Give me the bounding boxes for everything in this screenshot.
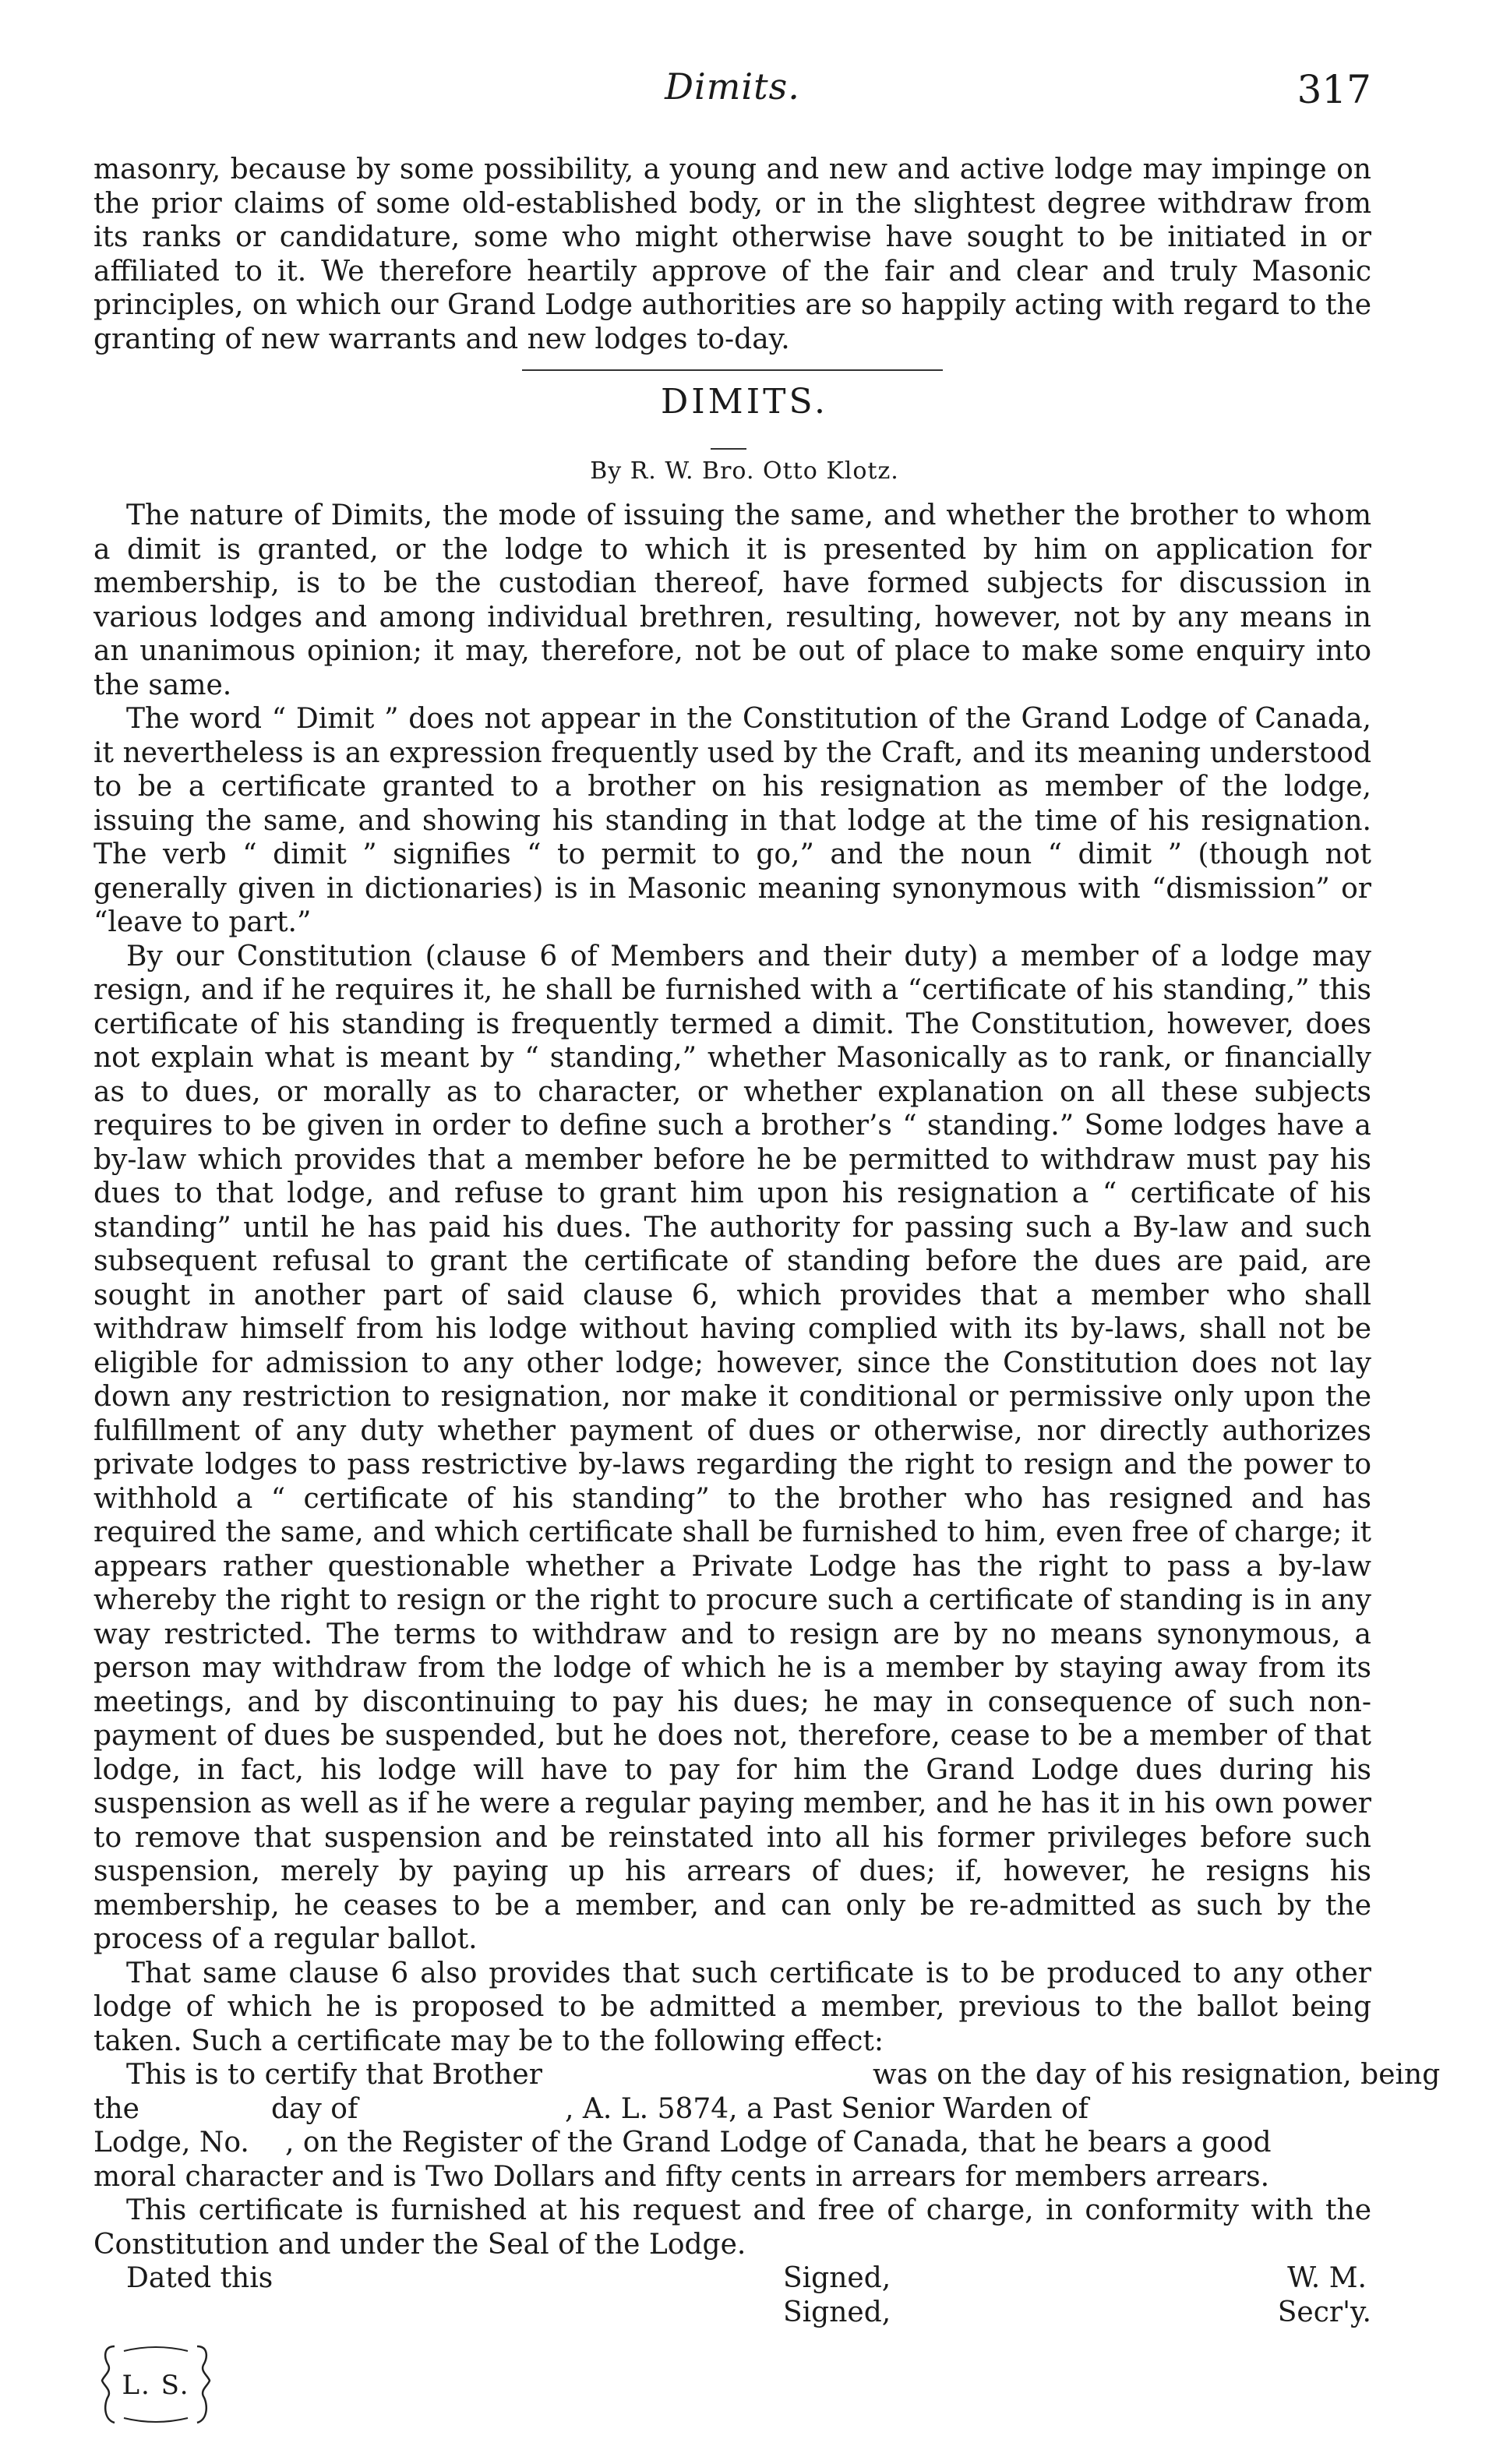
signature-row-2 — [94, 2296, 1371, 2330]
running-head — [94, 65, 1371, 120]
title-underline — [711, 448, 746, 450]
signature-row-1 — [94, 2261, 1371, 2296]
signed-label: Signed, — [783, 2262, 891, 2294]
paragraph: That same clause 6 also provides that such certificate is to be produced to any other lodge of which he is proposed to be admitted a member, previous to the ballot being taken. Such a certificate may be to the following effect: — [94, 1957, 1371, 2057]
article-body — [94, 499, 1441, 2329]
form-text: , A. L. 5874, a Past Senior Warden of — [565, 2092, 1089, 2125]
form-text: moral character and is Two Dollars and fifty cents in arrears for members arrears. — [94, 2160, 1270, 2193]
paragraph: The word “ Dimit ” does not appear in the Constitution of the Grand Lodge of Canada, it nevertheless is an expression frequently used by the Craft, and its meaning understood to be a certificate granted to a brother on his resignation as member of the lodge, issuing the same, and showing his standing in that lodge at the time of his resignation. The verb “ dimit ” signifies “ to permit to go,” and the noun “ dimit ” (though not generally given in dictionaries) is in Masonic meaning synonymous with “dismission” or “leave to part.” — [94, 703, 1371, 938]
form-text: day of — [271, 2092, 358, 2125]
certificate-form-line-3 — [94, 2126, 1371, 2160]
certificate-form-line-1 — [94, 2058, 1441, 2092]
running-title: Dimits. — [665, 65, 800, 108]
intro-paragraph: masonry, because by some possibility, a young and new and active lodge may impinge on the prior claims of some old-established body, or in the slightest degree withdraw from its ranks or candidature, some who might otherwise have sought to be initiated in or affiliated to it. We therefore heartily approve of the fair and clear and truly Masonic principles, on which our Grand Lodge authorities are so happily acting with regard to the granting of new warrants and new lodges to-day. — [94, 154, 1371, 355]
form-text: This is to certify that Brother — [126, 2059, 542, 2091]
form-text: the — [94, 2092, 139, 2125]
lodge-seal — [97, 2342, 214, 2429]
intro-paragraph-block — [94, 153, 1371, 356]
paragraph: The nature of Dimits, the mode of issuing the same, and whether the brother to whom a dimit is granted, or the lodge to which it is presented by him on application for membership, is to be the custodian thereof, have formed subjects for discussion in various lodges and among individual brethren, resulting, however, not by any means in an unanimous opinion; it may, therefore, not be out of place to make some enquiry into the same. — [94, 500, 1371, 701]
article-byline: By R. W. Bro. Otto Klotz. — [590, 457, 899, 485]
seal-label: L. S. — [122, 2370, 190, 2401]
signed-label: Signed, — [783, 2296, 891, 2328]
form-text: Lodge, No. — [94, 2127, 249, 2159]
signer-title: Secr'y. — [1277, 2296, 1371, 2328]
certificate-form-line-2 — [94, 2092, 1371, 2127]
article-title: DIMITS. — [661, 382, 828, 422]
certificate-form-line-4 — [94, 2160, 1371, 2194]
form-text: was on the day of his resignation, being — [873, 2059, 1441, 2091]
page-number: 317 — [1297, 67, 1371, 112]
paragraph: By our Constitution (clause 6 of Members and their duty) a member of a lodge may resign, and if he requires it, he shall be furnished with a “certificate of his standing,” this certificate of his standing is frequently termed a dimit. The Constitution, however, does not explain what is meant by “ standing,” whether Masonically as to rank, or financially as to dues, or morally as to character, or whether explanation on all these subjects requires to be given in order to define such a brother’s “ standing.” Some lodges have a by-law which provides that a member before he be permitted to withdraw must pay his dues to that lodge, and refuse to grant him upon his resignation a “ certificate of his standing” until he has paid his dues. The authority for passing such a By-law and such subsequent refusal to grant the certificate of standing before the dues are paid, are sought in another part of said clause 6, which provides that a member who shall withdraw himself from his lodge without having complied with its by-laws, shall not be eligible for admission to any other lodge; however, since the Constitution does not lay down any restriction to resignation, nor make it conditional or permissive only upon the fulfillment of any duty whether payment of dues or otherwise, nor directly authorizes private lodges to pass restrictive by-laws regarding the right to resign and the power to withhold a “ certificate of his standing” to the brother who has resigned and has required the same, and which certificate shall be furnished to him, even free of charge; it appears rather questionable whether a Private Lodge has the right to pass a by-law whereby the right to resign or the right to procure such a certificate of standing is in any way restricted. The terms to withdraw and to resign are by no means synonymous, a person may withdraw from the lodge of which he is a member by staying away from its meetings, and by discontinuing to pay his dues; he may in consequence of such non-payment of dues be suspended, but he does not, therefore, cease to be a member of that lodge, in fact, his lodge will have to pay for him the Grand Lodge dues during his suspension as well as if he were a regular paying member, and he has it in his own power to remove that suspension and be reinstated into all his former privileges before such suspension, merely by paying up his arrears of dues; if, however, he resigns his membership, he ceases to be a member, and can only be re-admitted as such by the process of a regular ballot. — [94, 940, 1371, 1955]
dated-label: Dated this — [126, 2262, 273, 2294]
signer-title: W. M. — [1287, 2262, 1367, 2294]
closing-paragraph: This certificate is furnished at his request and free of charge, in conformity with the Constitution and under the Seal of the Lodge. — [94, 2194, 1371, 2261]
form-text: , on the Register of the Grand Lodge of Canada, that he bears a good — [285, 2127, 1272, 2159]
section-divider — [522, 369, 943, 371]
